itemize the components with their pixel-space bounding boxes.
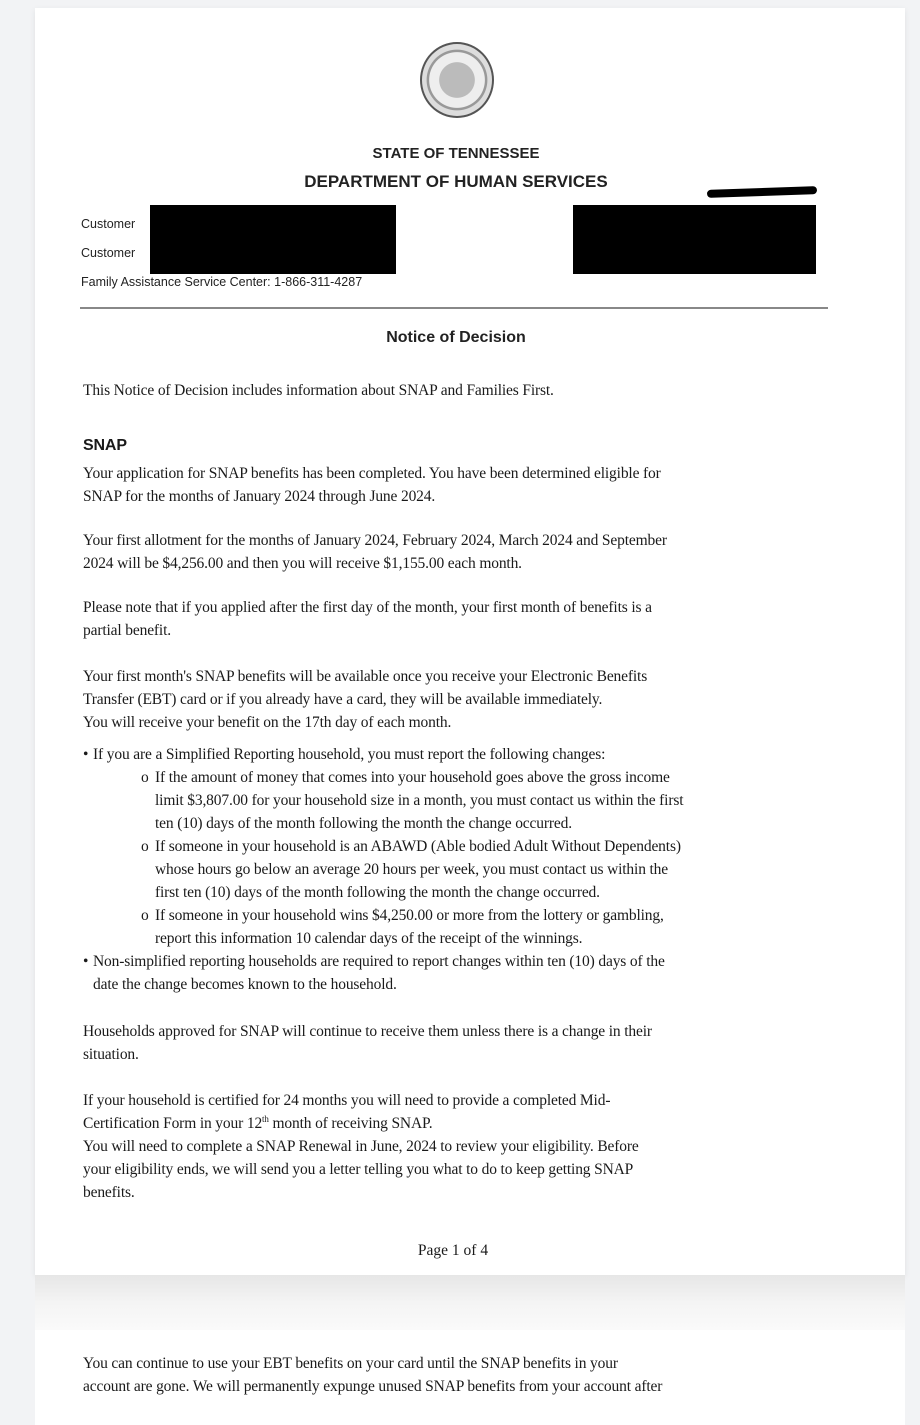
text-line: benefits. <box>83 1184 135 1201</box>
text-line: If someone in your household is an ABAWD (Able bodied Adult Without Dependents) <box>155 838 681 855</box>
text-line: report this information 10 calendar days of the receipt of the winnings. <box>155 930 583 947</box>
text-line: whose hours go below an average 20 hours per week, you must contact us within the <box>155 861 669 878</box>
state-heading: STATE OF TENNESSEE <box>372 145 540 162</box>
sub-bullet-icon: o <box>141 769 149 786</box>
redaction-box <box>150 205 396 274</box>
snap-heading: SNAP <box>83 437 127 454</box>
text-line: partial benefit. <box>83 622 171 639</box>
text-line: If the amount of money that comes into your household goes above the gross income <box>155 769 670 786</box>
sub-bullet-icon: o <box>141 838 149 855</box>
text-line: first ten (10) days of the month following the month the change occurred. <box>155 884 600 901</box>
department-heading: DEPARTMENT OF HUMAN SERVICES <box>304 172 608 191</box>
document-page-1 <box>35 8 905 1275</box>
text-line: If you are a Simplified Reporting household, you must report the following changes: <box>93 746 606 763</box>
customer-label: Customer <box>81 246 136 260</box>
text-line: 2024 will be $4,256.00 and then you will receive $1,155.00 each month. <box>83 555 522 572</box>
text-line: You will need to complete a SNAP Renewal in June, 2024 to review your eligibility. Before <box>83 1138 639 1155</box>
text-line: SNAP for the months of January 2024 through June 2024. <box>83 488 436 505</box>
partial-benefit-paragraph <box>83 596 652 642</box>
state-seal-icon <box>420 42 494 118</box>
text-line: limit $3,807.00 for your household size in a month, you must contact us within the first <box>155 792 684 809</box>
text-line: Please note that if you applied after the first day of the month, your first month of benefits is a <box>83 599 652 616</box>
text-line: date the change becomes known to the household. <box>93 976 397 993</box>
list-subitem <box>83 766 683 789</box>
text-line: Households approved for SNAP will continue to receive them unless there is a change in their <box>83 1023 652 1040</box>
bullet-icon: • <box>83 746 89 763</box>
service-center-phone: Family Assistance Service Center: 1-866-311-4287 <box>81 275 363 289</box>
ebt-paragraph <box>83 665 647 734</box>
text-line: You will receive your benefit on the 17th day of each month. <box>83 714 452 731</box>
text-line: Your first month's SNAP benefits will be available once you receive your Electronic Benefits <box>83 668 648 685</box>
text-fragment: month of receiving SNAP. <box>268 1115 433 1132</box>
reporting-list <box>83 743 683 996</box>
text-line: Transfer (EBT) card or if you already have a card, they will be available immediately. <box>83 691 603 708</box>
text-line: ten (10) days of the month following the month the change occurred. <box>155 815 572 832</box>
text-line: If your household is certified for 24 months you will need to provide a completed Mid- <box>83 1092 611 1109</box>
redaction-box <box>573 205 816 274</box>
text-line <box>83 1112 639 1135</box>
page-separator <box>35 1275 905 1330</box>
document-page-2 <box>35 1330 905 1425</box>
list-item <box>83 950 683 973</box>
text-line: Non-simplified reporting households are required to report changes within ten (10) days of the <box>93 953 665 970</box>
allotment-paragraph <box>83 529 667 575</box>
text-line: If someone in your household wins $4,250.00 or more from the lottery or gambling, <box>155 907 664 924</box>
text-line: your eligibility ends, we will send you a letter telling you what to do to keep getting SNAP <box>83 1161 634 1178</box>
certification-paragraph <box>83 1089 639 1204</box>
ebt-expunge-paragraph <box>83 1352 662 1398</box>
text-line: Your first allotment for the months of January 2024, February 2024, March 2024 and September <box>83 532 667 549</box>
text-line: You can continue to use your EBT benefits on your card until the SNAP benefits in your <box>83 1355 618 1372</box>
list-subitem <box>83 904 683 927</box>
text-line: Your application for SNAP benefits has been completed. You have been determined eligible for <box>83 465 661 482</box>
sub-bullet-icon: o <box>141 907 149 924</box>
continuation-paragraph <box>83 1020 652 1066</box>
page-number: Page 1 of 4 <box>417 1242 489 1259</box>
text-line: account are gone. We will permanently expunge unused SNAP benefits from your account after <box>83 1378 663 1395</box>
page-title: Notice of Decision <box>386 329 526 346</box>
intro-paragraph: This Notice of Decision includes information about SNAP and Families First. <box>83 382 554 399</box>
list-item <box>83 743 683 766</box>
text-line: situation. <box>83 1046 139 1063</box>
eligibility-paragraph <box>83 462 661 508</box>
header-divider <box>80 307 828 309</box>
text-fragment: Certification Form in your 12 <box>83 1115 263 1132</box>
superscript: th <box>262 1113 269 1124</box>
customer-label: Customer <box>81 217 136 231</box>
list-subitem <box>83 835 683 858</box>
bullet-icon: • <box>83 953 89 970</box>
